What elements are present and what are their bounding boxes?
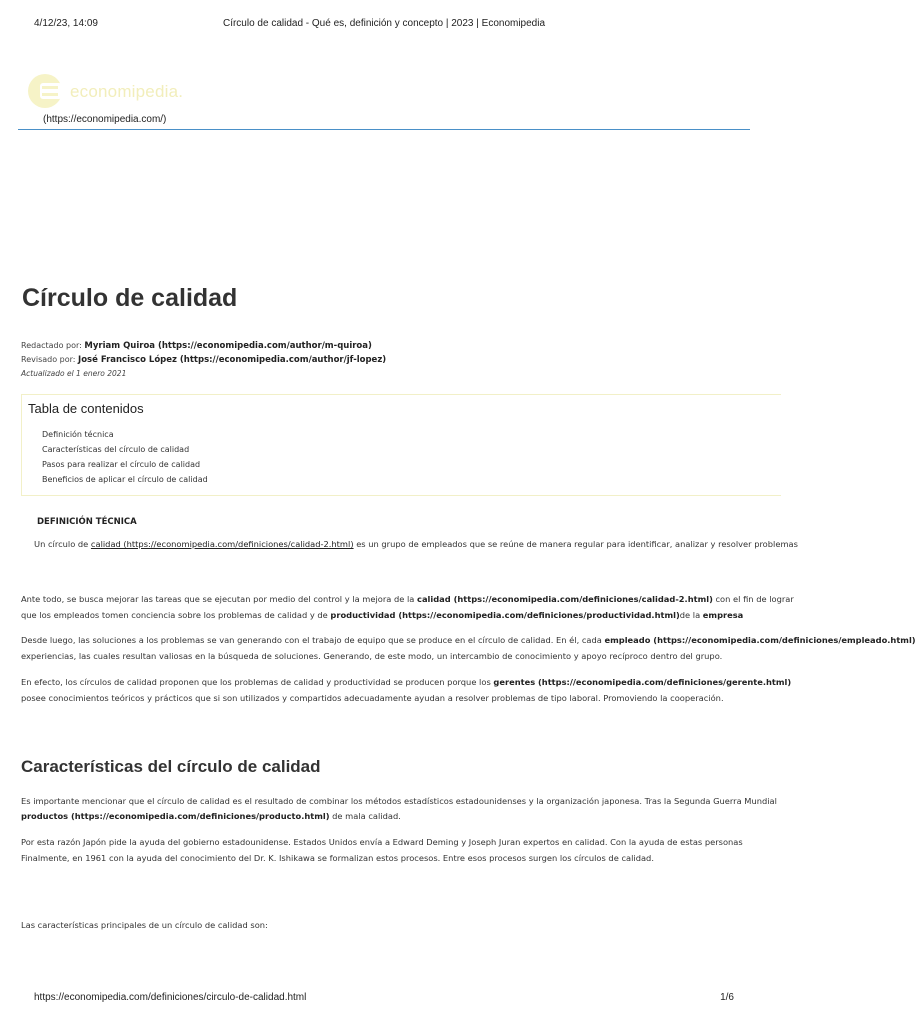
table-of-contents bbox=[21, 394, 781, 496]
paragraph-line: Ante todo, se busca mejorar las tareas que se ejecutan por medio del control y la mejora de la calidad (https://economipedia.com/definiciones/calidad-2.html) con el fin de lograr bbox=[21, 594, 794, 604]
definition-paragraph: Un círculo de calidad (https://economipedia.com/definiciones/calidad-2.html) es un grupo de empleados que se reúne de manera regular para identificar, analizar y resolver problemas bbox=[34, 539, 798, 549]
paragraph-line: Las características principales de un círculo de calidad son: bbox=[21, 920, 268, 930]
paragraph-line: que los empleados tomen conciencia sobre los problemas de calidad y de productividad (https://economipedia.com/definiciones/productividad.html)de la empresa bbox=[21, 610, 744, 620]
toc-item[interactable]: Características del círculo de calidad bbox=[42, 445, 190, 454]
section-label-definition: DEFINICIÓN TÉCNICA bbox=[37, 517, 137, 527]
toc-title: Tabla de contenidos bbox=[28, 401, 144, 416]
logo-mark-icon bbox=[28, 74, 62, 108]
toc-item[interactable]: Pasos para realizar el círculo de calidad bbox=[42, 460, 201, 469]
logo-text: economipedia. bbox=[70, 82, 184, 101]
paragraph-line: Por esta razón Japón pide la ayuda del gobierno estadounidense. Estados Unidos envía a Edward Deming y Joseph Juran expertos en calidad. Con la ayuda de estas personas bbox=[21, 837, 743, 847]
section-heading-characteristics: Características del círculo de calidad bbox=[21, 757, 321, 776]
productividad-link[interactable]: productividad (https://economipedia.com/definiciones/productividad.html) bbox=[330, 610, 680, 620]
byline-author: Redactado por: Myriam Quiroa (https://economipedia.com/author/m-quiroa) bbox=[21, 341, 372, 351]
reviewer-link[interactable]: José Francisco López (https://economipedia.com/author/jf-lopez) bbox=[78, 355, 387, 365]
paragraph-line: Finalmente, en 1961 con la ayuda del conocimiento del Dr. K. Ishikawa se formalizan estos procesos. Entre esos procesos surgen los círculos de calidad. bbox=[21, 853, 654, 863]
toc-item[interactable]: Definición técnica bbox=[42, 430, 114, 439]
paragraph-line: Desde luego, las soluciones a los problemas se van generando con el trabajo de equipo que se produce en el círculo de calidad. En él, cada empleado (https://economipedia.com/definiciones/empleado.html) bbox=[21, 635, 916, 645]
header-divider bbox=[18, 129, 750, 130]
print-footer-url: https://economipedia.com/definiciones/circulo-de-calidad.html bbox=[34, 992, 307, 1003]
gerentes-link[interactable]: gerentes (https://economipedia.com/definiciones/gerente.html) bbox=[493, 677, 792, 687]
print-date: 4/12/23, 14:09 bbox=[34, 18, 98, 29]
logo-link-url[interactable]: (https://economipedia.com/) bbox=[43, 114, 167, 125]
paragraph-line: experiencias, las cuales resultan valiosas en la búsqueda de soluciones. Generando, de este modo, un intercambio de conocimiento y apoyo recíproco dentro del grupo. bbox=[21, 651, 723, 661]
byline-updated: Actualizado el 1 enero 2021 bbox=[21, 369, 127, 378]
calidad-link[interactable]: calidad (https://economipedia.com/definiciones/calidad-2.html) bbox=[90, 539, 354, 549]
empresa-link[interactable]: empresa bbox=[702, 610, 744, 620]
toc-item[interactable]: Beneficios de aplicar el círculo de calidad bbox=[42, 475, 208, 484]
paragraph-line: productos (https://economipedia.com/definiciones/producto.html) de mala calidad. bbox=[21, 811, 401, 821]
paragraph-line: Es importante mencionar que el círculo de calidad es el resultado de combinar los métodos estadísticos estadounidenses y la organización japonesa. Tras la Segunda Guerra Mundial bbox=[21, 796, 777, 806]
print-footer bbox=[0, 992, 768, 1006]
author-link[interactable]: Myriam Quiroa (https://economipedia.com/author/m-quiroa) bbox=[84, 341, 372, 351]
paragraph-line: En efecto, los círculos de calidad proponen que los problemas de calidad y productividad se producen porque los gerentes (https://economipedia.com/definiciones/gerente.html) bbox=[21, 677, 792, 687]
article-title: Círculo de calidad bbox=[22, 284, 238, 312]
byline-reviewer: Revisado por: José Francisco López (https://economipedia.com/author/jf-lopez) bbox=[21, 355, 387, 365]
paragraph-line: posee conocimientos teóricos y prácticos que si son utilizados y compartidos adecuadamente ayudan a resolver problemas de tipo laboral. Promoviendo la cooperación. bbox=[21, 693, 724, 703]
print-header bbox=[0, 18, 768, 32]
print-page-title: Círculo de calidad - Qué es, definición y concepto | 2023 | Economipedia bbox=[222, 18, 546, 29]
productos-link[interactable]: productos (https://economipedia.com/definiciones/producto.html) bbox=[21, 811, 330, 821]
page-number: 1/6 bbox=[720, 992, 734, 1003]
calidad-link[interactable]: calidad (https://economipedia.com/definiciones/calidad-2.html) bbox=[417, 594, 713, 604]
empleado-link[interactable]: empleado (https://economipedia.com/definiciones/empleado.html) bbox=[604, 635, 916, 645]
